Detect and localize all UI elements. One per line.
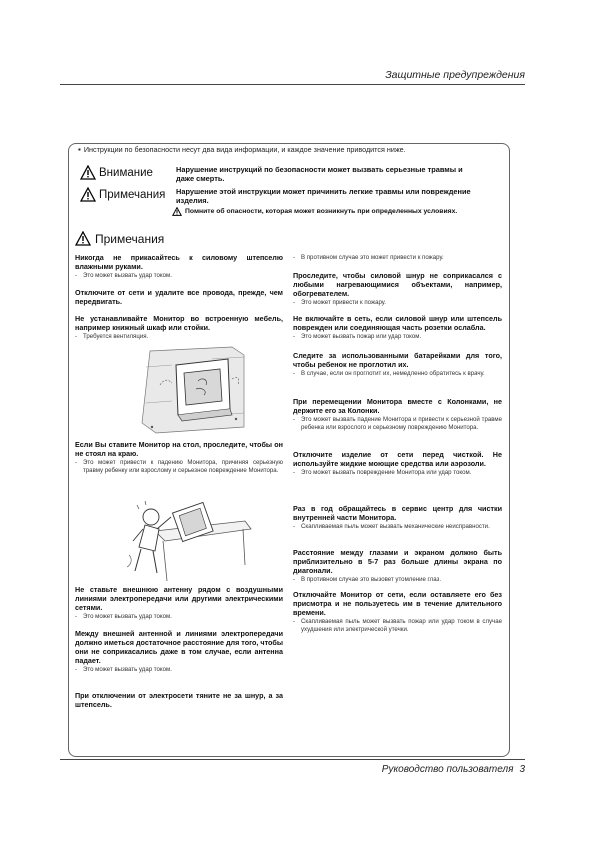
right-item: Отключайте Монитор от сети, если оставляете его без присмотра и не пользуетесь им в течение длительного времени. - Скапливаемая пыль может вызвать пожар или удар током в случае ухудшения или электрической утечки.	[293, 590, 502, 633]
section-warning-icon	[75, 231, 91, 246]
left-item: Отключите от сети и удалите все провода, прежде, чем передвигать.	[75, 288, 283, 306]
legend-warning	[80, 165, 476, 183]
left-item: При отключении от электросети тяните не за шнур, а за штепсель.	[75, 691, 283, 709]
intro-line	[78, 145, 406, 154]
small-warning-icon	[172, 207, 182, 216]
intro-text: Инструкции по безопасности несут два вида информации, и каждое значение приводится ниже.	[83, 145, 406, 154]
monitor-falling-illustration	[115, 495, 255, 585]
right-item: Отключите изделие от сети перед чисткой. Не используйте жидкие моющие средства или аэрозоли. - Это может вызвать повреждение Монитора или удар током.	[293, 450, 502, 476]
helper-note: Помните об опасности, которая может возникнуть при определенных условиях.	[172, 207, 457, 216]
legend-caution	[80, 187, 476, 205]
legend-caution-text: Нарушение этой инструкции может причинить легкие травмы или повреждение изделия.	[176, 187, 471, 205]
right-column	[293, 253, 502, 653]
page-footer	[382, 764, 525, 775]
monitor-in-cabinet-illustration	[132, 345, 252, 435]
caution-triangle-icon	[80, 187, 96, 202]
section-heading: Примечания	[75, 231, 164, 246]
legend-warning-label: Внимание	[80, 165, 176, 180]
right-item: Проследите, чтобы силовой шнур не соприкасался с любыми нагревающимися объектами, например, обогревателем. - Это может привести к пожару.	[293, 271, 502, 306]
right-item: Раз в год обращайтесь в сервис центр для чистки внутренней части Монитора. - Скапливаемая пыль может вызвать механические неисправности.	[293, 504, 502, 530]
left-item: Если Вы ставите Монитор на стол, проследите, чтобы он не стоял на краю. - Это может привести к падению Монитора, причиняя серьезную травму ребенку или взрослому и серьезное повреждение Монитора.	[75, 440, 283, 474]
page-number: 3	[519, 764, 525, 775]
bullet-icon: ▪	[78, 145, 81, 154]
right-item: Следите за использованными батарейками для того, чтобы ребенок не проглотил их. - В случае, если он проглотит их, немедленно обратитесь к врачу.	[293, 351, 502, 377]
right-item: При перемещении Монитора вместе с Колонками, не держите его за Колонки. - Это может вызвать падение Монитора и привести к серьезной травме ребенка или взрослого и серьезному повреждению Монитора.	[293, 397, 502, 431]
left-item: Между внешней антенной и линиями электропередачи должно иметься достаточное расстояние для того, чтобы они не соприкасались даже в том случае, если антенна падает. - Это может вызвать удар током.	[75, 629, 283, 673]
right-item: - В противном случае это может привести к пожару.	[293, 254, 444, 261]
right-item: Расстояние между глазами и экраном должно быть приблизительно в 5-7 раз больше длины экрана по диагонали. - В противном случае это вызовет утомление глаз.	[293, 548, 502, 583]
header-divider	[60, 84, 525, 85]
right-item: Не включайте в сеть, если силовой шнур или штепсель поврежден или соединяющая часть розетки ослабла. - Это может вызвать пожар или удар током.	[293, 314, 502, 340]
footer-title: Руководство пользователя	[381, 764, 514, 775]
left-item: Никогда не прикасайтесь к силовому штепселю влажными руками. - Это может вызвать удар током.	[75, 253, 283, 279]
legend-caution-label: Примечания	[80, 187, 176, 202]
footer-divider	[60, 759, 525, 760]
legend-warning-text: Нарушение инструкций по безопасности может вызвать серьезные травмы и даже смерть.	[176, 165, 463, 183]
warning-triangle-icon	[80, 165, 96, 180]
left-item: Не ставьте внешнюю антенну рядом с воздушными линиями электропередачи или другими электрическими сетями. - Это может вызвать удар током.	[75, 585, 283, 620]
left-item: Не устанавливайте Монитор во встроенную мебель, например книжный шкаф или стойки. - Требуется вентиляция.	[75, 314, 283, 340]
page-header-title: Защитные предупреждения	[385, 69, 525, 81]
left-column	[75, 253, 283, 723]
